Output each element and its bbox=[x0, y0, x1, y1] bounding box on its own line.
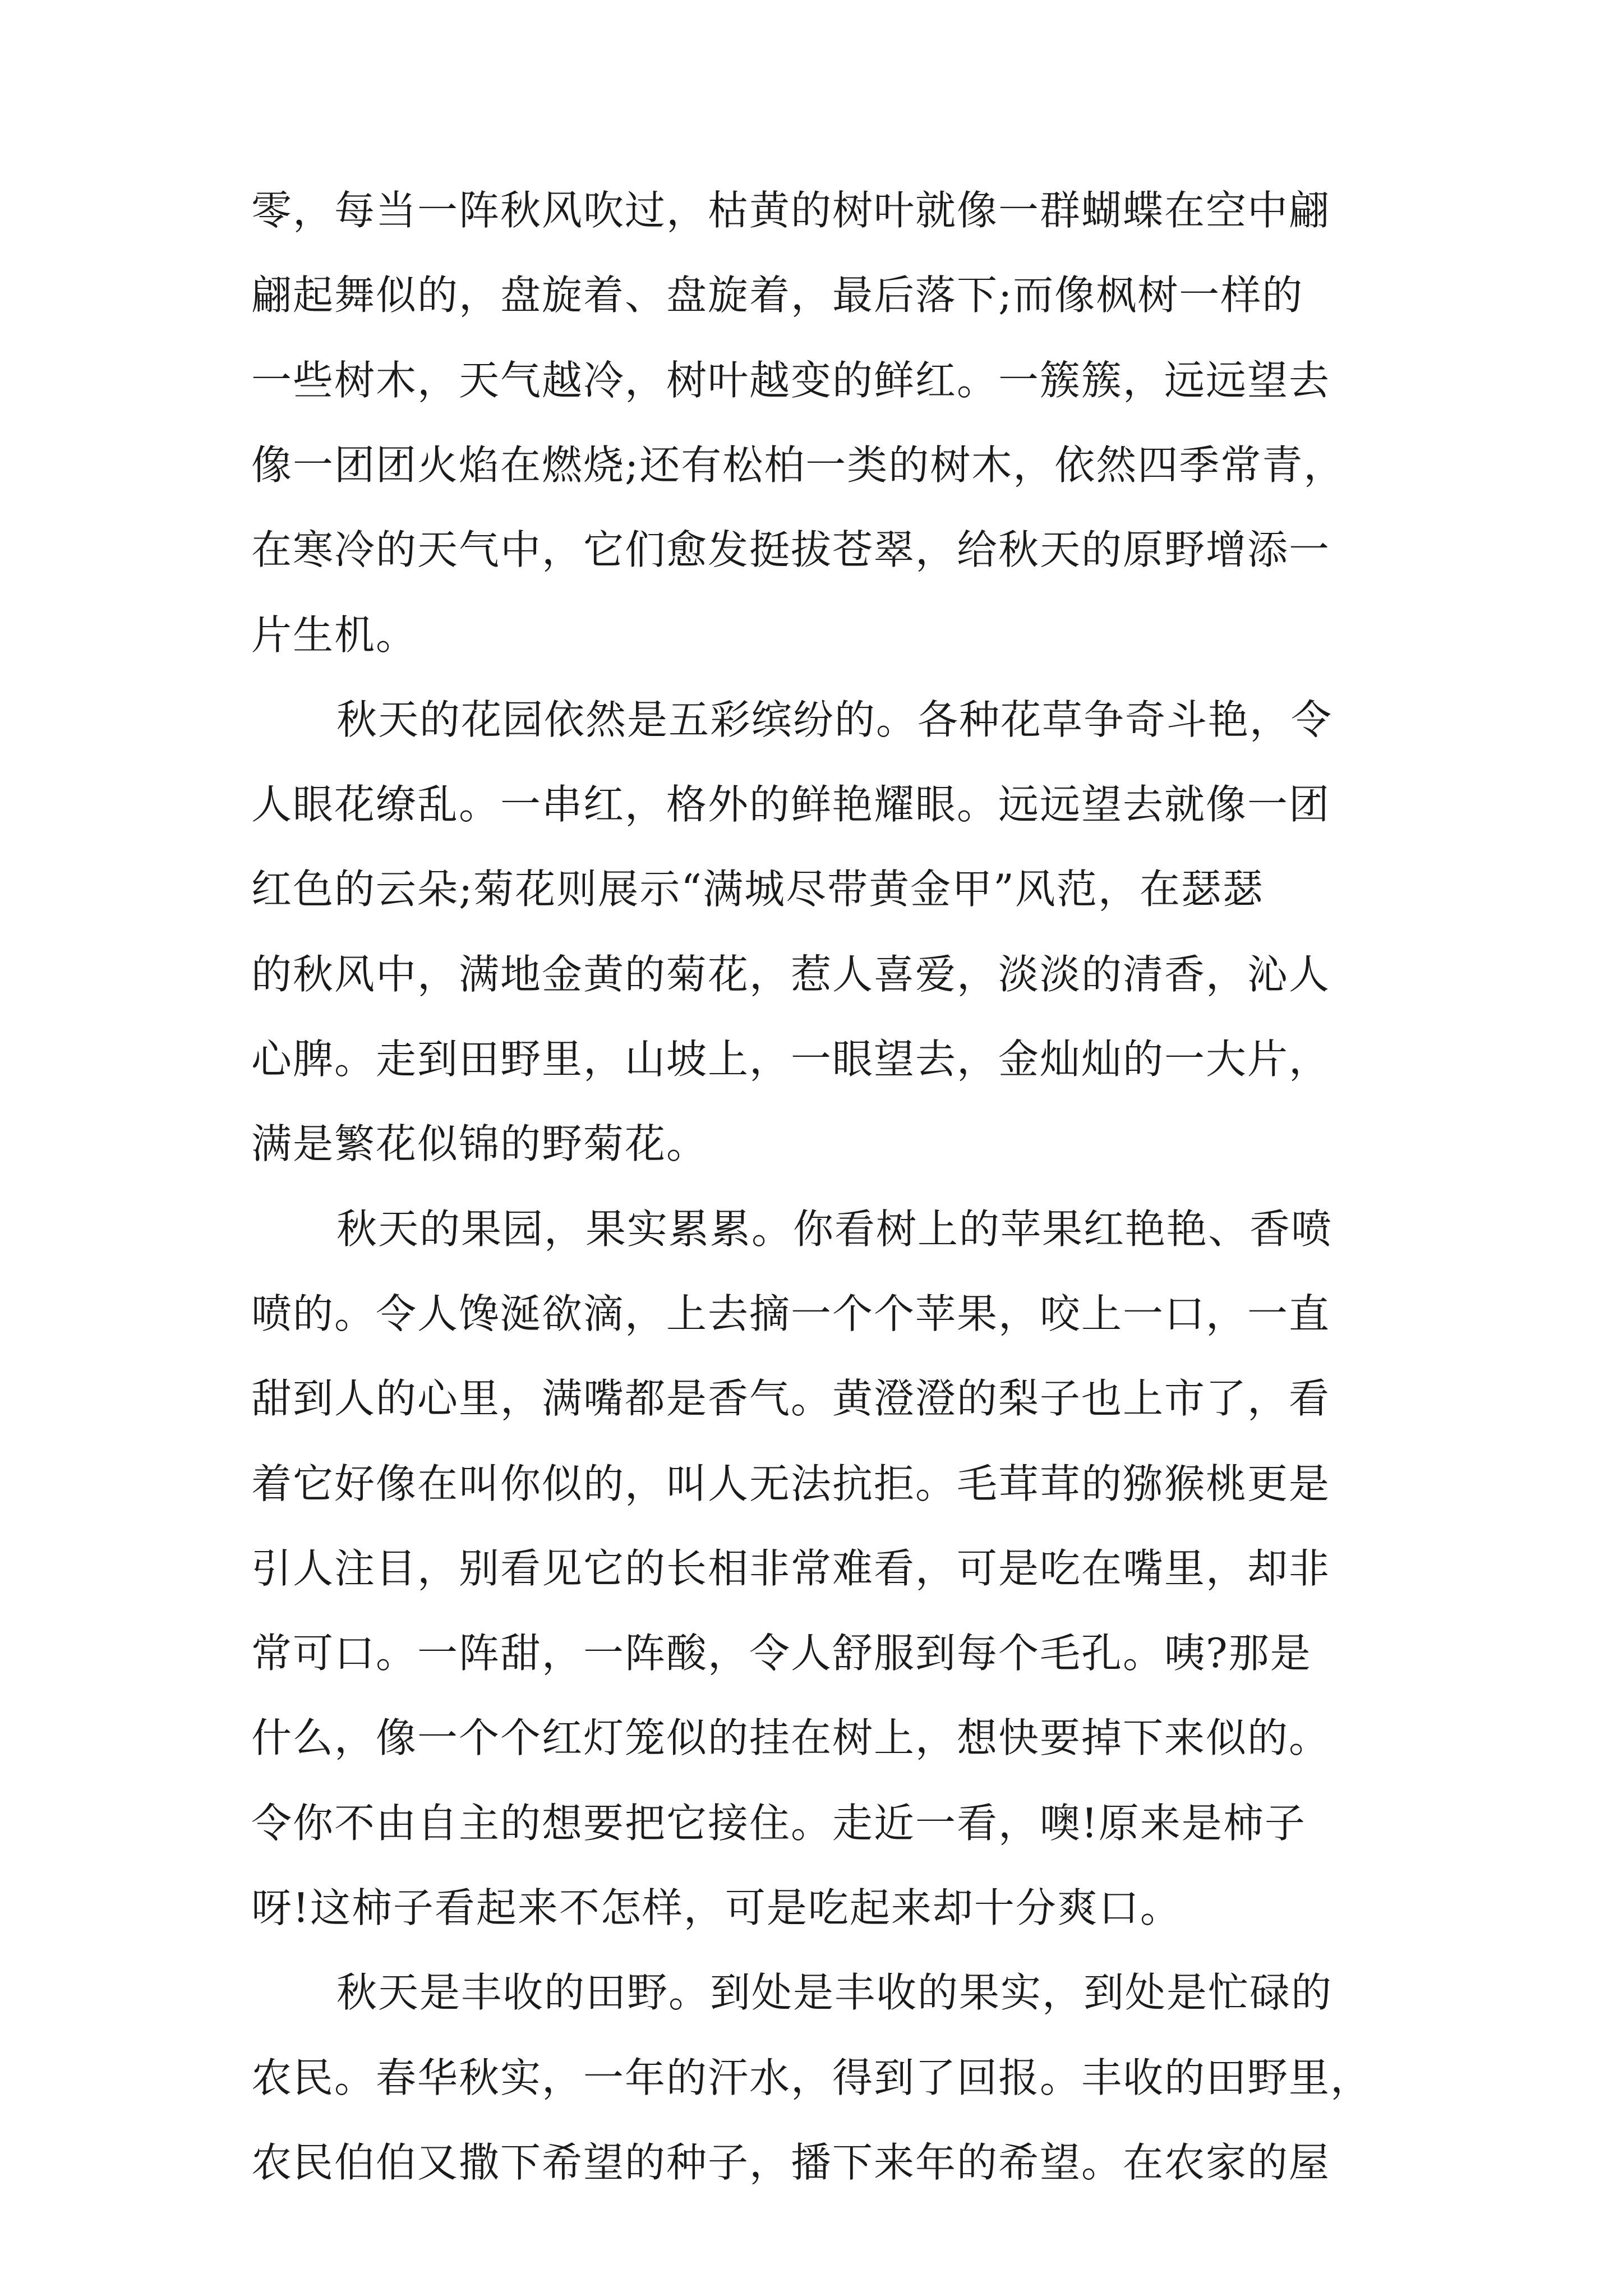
text-line: 令你不由自主的想要把它接住。走近一看，噢!原来是柿子 bbox=[251, 1800, 1306, 1847]
text-line: 引人注目，别看见它的长相非常难看，可是吃在嘴里，却非 bbox=[251, 1545, 1331, 1592]
text-line: 人眼花缭乱。一串红，格外的鲜艳耀眼。远远望去就像一团 bbox=[251, 781, 1331, 828]
text-line: 零，每当一阵秋风吹过，枯黄的树叶就像一群蝴蝶在空中翩 bbox=[251, 187, 1331, 234]
paragraph-first-line: 秋天的果园，果实累累。你看树上的苹果红艳艳、香喷 bbox=[336, 1205, 1333, 1253]
text-line: 心脾。走到田野里，山坡上，一眼望去，金灿灿的一大片， bbox=[251, 1036, 1331, 1083]
text-line: 甜到人的心里，满嘴都是香气。黄澄澄的梨子也上市了，看 bbox=[251, 1375, 1331, 1422]
text-line: 红色的云朵;菊花则展示“满城尽带黄金甲”风范，在瑟瑟 bbox=[251, 866, 1264, 913]
text-line: 呀!这柿子看起来不怎样，可是吃起来却十分爽口。 bbox=[251, 1884, 1182, 1931]
paragraph-first-line: 秋天的花园依然是五彩缤纷的。各种花草争奇斗艳，令 bbox=[336, 696, 1333, 743]
text-line: 着它好像在叫你似的，叫人无法抗拒。毛茸茸的猕猴桃更是 bbox=[251, 1460, 1331, 1507]
text-line: 农民。春华秋实，一年的汗水，得到了回报。丰收的田野里， bbox=[251, 2054, 1372, 2101]
text-line: 一些树木，天气越冷，树叶越变的鲜红。一簇簇，远远望去 bbox=[251, 357, 1331, 404]
text-line: 翩起舞似的，盘旋着、盘旋着，最后落下;而像枫树一样的 bbox=[251, 272, 1304, 319]
text-line: 什么，像一个个红灯笼似的挂在树上，想快要掉下来似的。 bbox=[251, 1714, 1331, 1761]
text-line: 喷的。令人馋涎欲滴，上去摘一个个苹果，咬上一口，一直 bbox=[251, 1290, 1331, 1337]
text-line: 片生机。 bbox=[251, 611, 418, 659]
text-line: 农民伯伯又撒下希望的种子，播下来年的希望。在农家的屋 bbox=[251, 2139, 1331, 2186]
text-line: 常可口。一阵甜，一阵酸，令人舒服到每个毛孔。咦?那是 bbox=[251, 1630, 1312, 1677]
text-line: 像一团团火焰在燃烧;还有松柏一类的树木，依然四季常青， bbox=[251, 441, 1345, 489]
paragraph-first-line: 秋天是丰收的田野。到处是丰收的果实，到处是忙碌的 bbox=[336, 1969, 1333, 2016]
text-line: 在寒冷的天气中，它们愈发挺拔苍翠，给秋天的原野增添一 bbox=[251, 526, 1331, 573]
text-line: 的秋风中，满地金黄的菊花，惹人喜爱，淡淡的清香，沁人 bbox=[251, 951, 1331, 998]
text-line: 满是繁花似锦的野菊花。 bbox=[251, 1120, 708, 1167]
